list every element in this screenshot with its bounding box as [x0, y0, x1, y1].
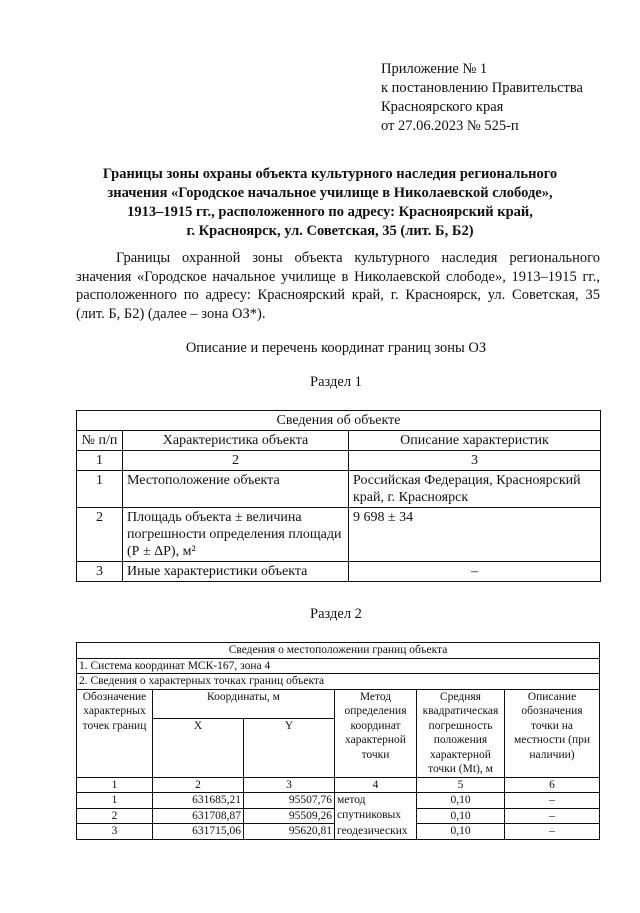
appendix-line: от 27.06.2023 № 525-п	[381, 118, 519, 134]
point-mt: 0,10	[417, 808, 505, 824]
index-cell: 2	[153, 777, 244, 793]
appendix-line: Красноярского края	[381, 99, 504, 115]
point-desc: –	[505, 793, 600, 809]
title-line: значения «Городское начальное училище в Николаевской слободе»,	[107, 185, 553, 201]
document-title	[60, 165, 600, 241]
coordinate-system-row: 1. Система координат МСК-167, зона 4	[77, 658, 600, 674]
title-line: г. Красноярск, ул. Советская, 35 (лит. Б, Б2)	[186, 223, 474, 239]
index-cell: 6	[505, 777, 600, 793]
title-line: Границы зоны охраны объекта культурного наследия регионального	[102, 166, 558, 182]
point-method: метод	[335, 793, 417, 809]
object-info-table	[76, 410, 601, 582]
header-method: Метод определения координат характерной точки	[335, 689, 417, 777]
point-y: 95507,76	[244, 793, 335, 809]
row-description: 9 698 ± 34	[349, 508, 601, 562]
section2-heading: Раздел 2	[310, 606, 362, 622]
index-cell: 3	[244, 777, 335, 793]
points-caption-row: 2. Сведения о характерных точках границ объекта	[77, 674, 600, 690]
header-cell: № п/п	[77, 431, 123, 451]
table-row	[77, 508, 601, 562]
point-x: 631685,21	[153, 793, 244, 809]
row-characteristic: Иные характеристики объекта	[123, 562, 349, 582]
intro-paragraph: Границы охранной зоны объекта культурного наследия регионального значения «Городское начальное училище в Николаевской слободе», 1913–1915 гг., расположенного по адресу: Красноярский край, г. Красноярск, ул. Советская, 35 (лит. Б, Б2) (далее – зона ОЗ*).	[76, 250, 600, 322]
index-cell: 3	[349, 451, 601, 471]
row-number: 2	[77, 508, 123, 562]
header-description: Описание обозначения точки на местности (при наличии)	[505, 689, 600, 777]
point-mt: 0,10	[417, 824, 505, 840]
point-number: 3	[77, 824, 153, 840]
header-x: X	[153, 718, 244, 777]
point-y: 95509,26	[244, 808, 335, 824]
table-caption: Сведения об объекте	[77, 411, 601, 431]
row-description: Российская Федерация, Красноярский край, г. Красноярск	[349, 471, 601, 508]
title-line: 1913–1915 гг., расположенного по адресу: Красноярский край,	[127, 204, 533, 220]
header-y: Y	[244, 718, 335, 777]
table-row	[77, 471, 601, 508]
table-row	[77, 824, 600, 840]
row-characteristic: Местоположение объекта	[123, 471, 349, 508]
table-row	[77, 808, 600, 824]
index-cell: 4	[335, 777, 417, 793]
row-number: 1	[77, 471, 123, 508]
boundary-points-table	[76, 642, 600, 840]
point-x: 631715,06	[153, 824, 244, 840]
table-caption: Сведения о местоположении границ объекта	[77, 643, 600, 659]
row-number: 3	[77, 562, 123, 582]
point-desc: –	[505, 824, 600, 840]
table-row	[77, 562, 601, 582]
section1-heading: Раздел 1	[310, 374, 362, 390]
point-y: 95620,81	[244, 824, 335, 840]
table-row	[77, 793, 600, 809]
point-method: геодезических	[335, 824, 417, 840]
appendix-line: к постановлению Правительства	[381, 80, 583, 96]
index-cell: 1	[77, 451, 123, 471]
point-method: спутниковых	[335, 808, 417, 824]
point-x: 631708,87	[153, 808, 244, 824]
header-cell: Описание характеристик	[349, 431, 601, 451]
point-desc: –	[505, 808, 600, 824]
header-cell: Характеристика объекта	[123, 431, 349, 451]
index-cell: 2	[123, 451, 349, 471]
appendix-line: Приложение № 1	[381, 61, 488, 77]
point-number: 2	[77, 808, 153, 824]
header-designation: Обозначение характерных точек границ	[77, 689, 153, 777]
index-cell: 5	[417, 777, 505, 793]
row-characteristic: Площадь объекта ± величина погрешности определения площади (Р ± ΔР), м²	[123, 508, 349, 562]
point-mt: 0,10	[417, 793, 505, 809]
row-description: –	[349, 562, 601, 582]
header-coords: Координаты, м	[153, 689, 335, 718]
header-rmse: Средняя квадратическая погрешность положения характерной точки (Mt), м	[417, 689, 505, 777]
description-title: Описание и перечень координат границ зоны ОЗ	[185, 340, 487, 356]
point-number: 1	[77, 793, 153, 809]
index-cell: 1	[77, 777, 153, 793]
appendix-block	[381, 60, 583, 136]
